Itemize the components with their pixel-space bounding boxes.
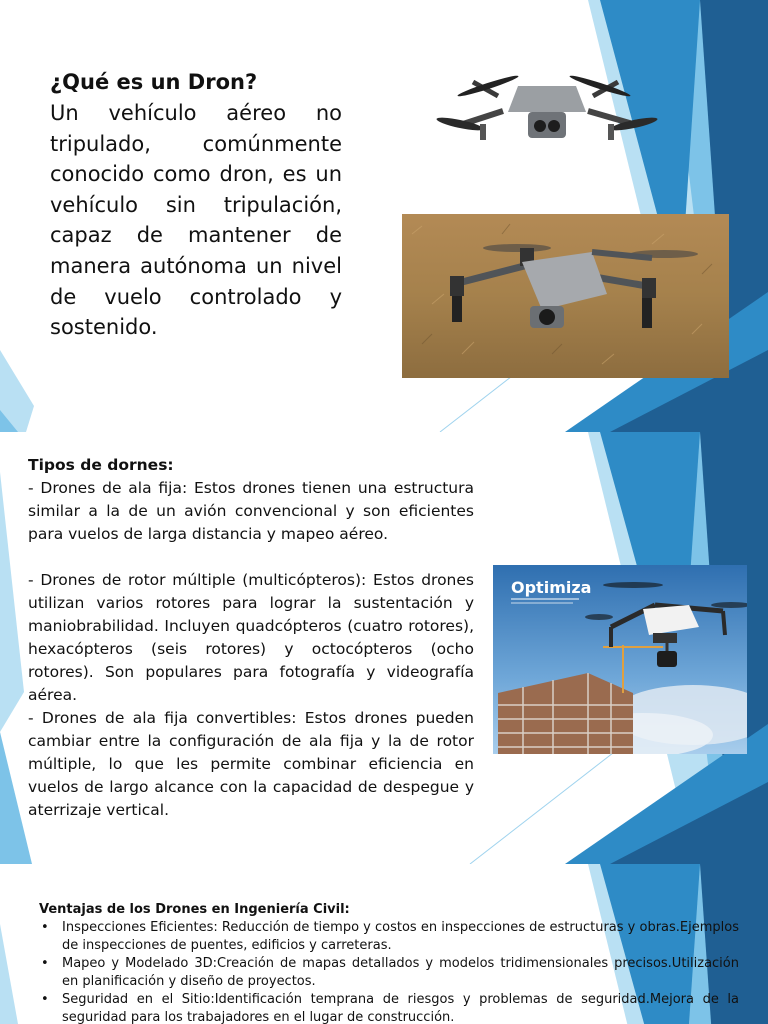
list-item: • Mapeo y Modelado 3D:Creación de mapas detallados y modelos tridimensionales precisos.Utilización en planificación y diseño de proyectos.: [41, 956, 739, 989]
advantages-heading: Ventajas de los Drones en Ingeniería Civil:: [39, 902, 350, 917]
optimiza-drone-photo: [493, 565, 747, 754]
quadcopter-icon: [428, 56, 666, 156]
advantages-list: [39, 919, 739, 1024]
type-convertible: - Drones de ala fija convertibles: Estos drones pueden cambiar entre la configuración de ala fija y la de rotor múltiple, lo que les permite combinar eficiencia en vuelos de largo alcance con la capacidad de despegue y aterrizaje vertical.: [28, 709, 474, 819]
slide-title: ¿Qué es un Dron?: [50, 70, 258, 94]
drone-studio-image: [428, 56, 666, 156]
types-heading: Tipos de dornes:: [28, 456, 174, 474]
definition-text: Un vehículo aéreo no tripulado, comúnmente conocido como dron, es un vehículo sin tripulación, capaz de mantener de manera autónoma un nivel de vuelo controlado y sostenido.: [50, 101, 342, 340]
bullet-icon: •: [41, 920, 49, 935]
type-multirotor: - Drones de rotor múltiple (multicópteros): Estos drones utilizan varios rotores para lograr la sustentación y maniobrabilidad. Incluyen quadcópteros (cuatro rotores), hexacópteros (seis rotores) y octocópteros (ocho rotores). Son populares para fotografía y videografía aérea.: [28, 571, 474, 704]
list-item: • Inspecciones Eficientes: Reducción de tiempo y costos en inspecciones de estructuras y obras.Ejemplos de inspecciones de puentes, edificios y carreteras.: [41, 920, 739, 953]
slide-advantages: [0, 864, 768, 1024]
slide-what-is-drone: [0, 0, 768, 432]
type-fixed-wing: - Drones de ala fija: Estos drones tienen una estructura similar a la de un avión convencional y son eficientes para vuelos de larga distancia y mapeo aéreo.: [28, 479, 474, 543]
drone-field-photo: [402, 214, 729, 378]
optimiza-logo: Optimiza: [511, 578, 592, 597]
slide-drone-types: [0, 432, 768, 864]
bullet-icon: •: [41, 992, 49, 1007]
list-item: • Seguridad en el Sitio:Identificación temprana de riesgos y problemas de seguridad.Mejora de la seguridad para los trabajadores en el lugar de construcción.: [41, 992, 739, 1024]
bullet-icon: •: [41, 956, 49, 971]
